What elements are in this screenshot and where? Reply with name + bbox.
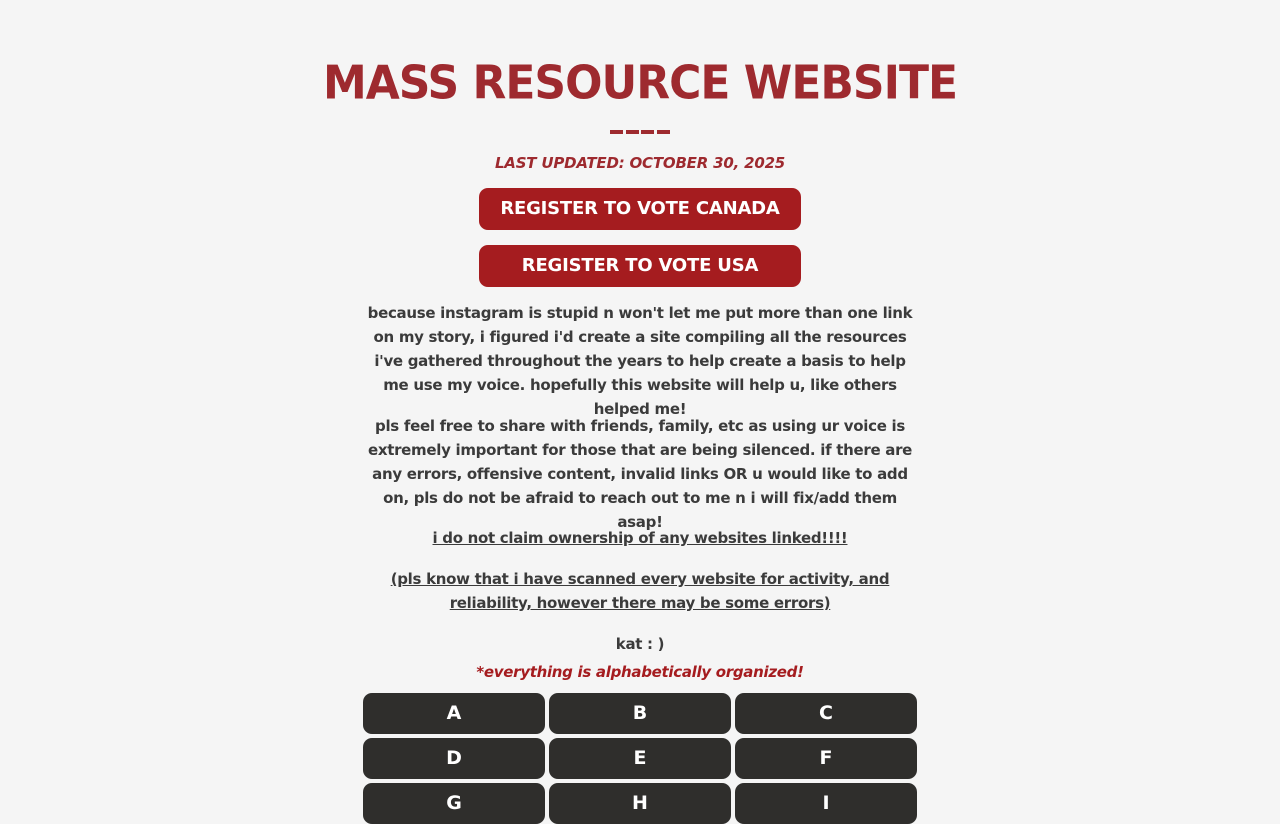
- divider-dash: [657, 130, 670, 134]
- letter-button-d[interactable]: D: [363, 738, 545, 779]
- share-paragraph: pls feel free to share with friends, family, etc as using ur voice is extremely important for those that are being silenced. if there are any errors, offensive content, invalid links OR u would like to add on, pls do not be afraid to reach out to me n i will fix/add them asap!: [367, 417, 913, 531]
- intro-paragraph: because instagram is stupid n won't let me put more than one link on my story, i figured i'd create a site compiling all the resources i've gathered throughout the years to help create a basis to help me use my voice. hopefully this website will help u, like others helped me!: [367, 304, 913, 418]
- letter-button-i[interactable]: I: [735, 783, 917, 824]
- register-vote-usa-button[interactable]: REGISTER TO VOTE USA: [479, 245, 801, 287]
- letter-button-h[interactable]: H: [549, 783, 731, 824]
- page-title: MASS RESOURCE WEBSITE: [322, 56, 958, 111]
- alphabetical-note: *everything is alphabetically organized!: [476, 663, 804, 681]
- alphabet-grid: [363, 693, 917, 824]
- letter-button-a[interactable]: A: [363, 693, 545, 734]
- title-divider: [610, 130, 670, 134]
- letter-button-c[interactable]: C: [735, 693, 917, 734]
- last-updated: LAST UPDATED: OCTOBER 30, 2025: [494, 154, 786, 172]
- divider-dash: [626, 130, 639, 134]
- letter-button-b[interactable]: B: [549, 693, 731, 734]
- divider-dash: [610, 130, 623, 134]
- ownership-disclaimer: i do not claim ownership of any websites linked!!!!: [432, 529, 848, 547]
- signature: kat : ): [615, 635, 665, 653]
- letter-button-g[interactable]: G: [363, 783, 545, 824]
- register-vote-canada-button[interactable]: REGISTER TO VOTE CANADA: [479, 188, 801, 230]
- scan-note: (pls know that i have scanned every website for activity, and reliability, however there may be some errors): [390, 570, 890, 612]
- divider-dash: [641, 130, 654, 134]
- letter-button-e[interactable]: E: [549, 738, 731, 779]
- letter-button-f[interactable]: F: [735, 738, 917, 779]
